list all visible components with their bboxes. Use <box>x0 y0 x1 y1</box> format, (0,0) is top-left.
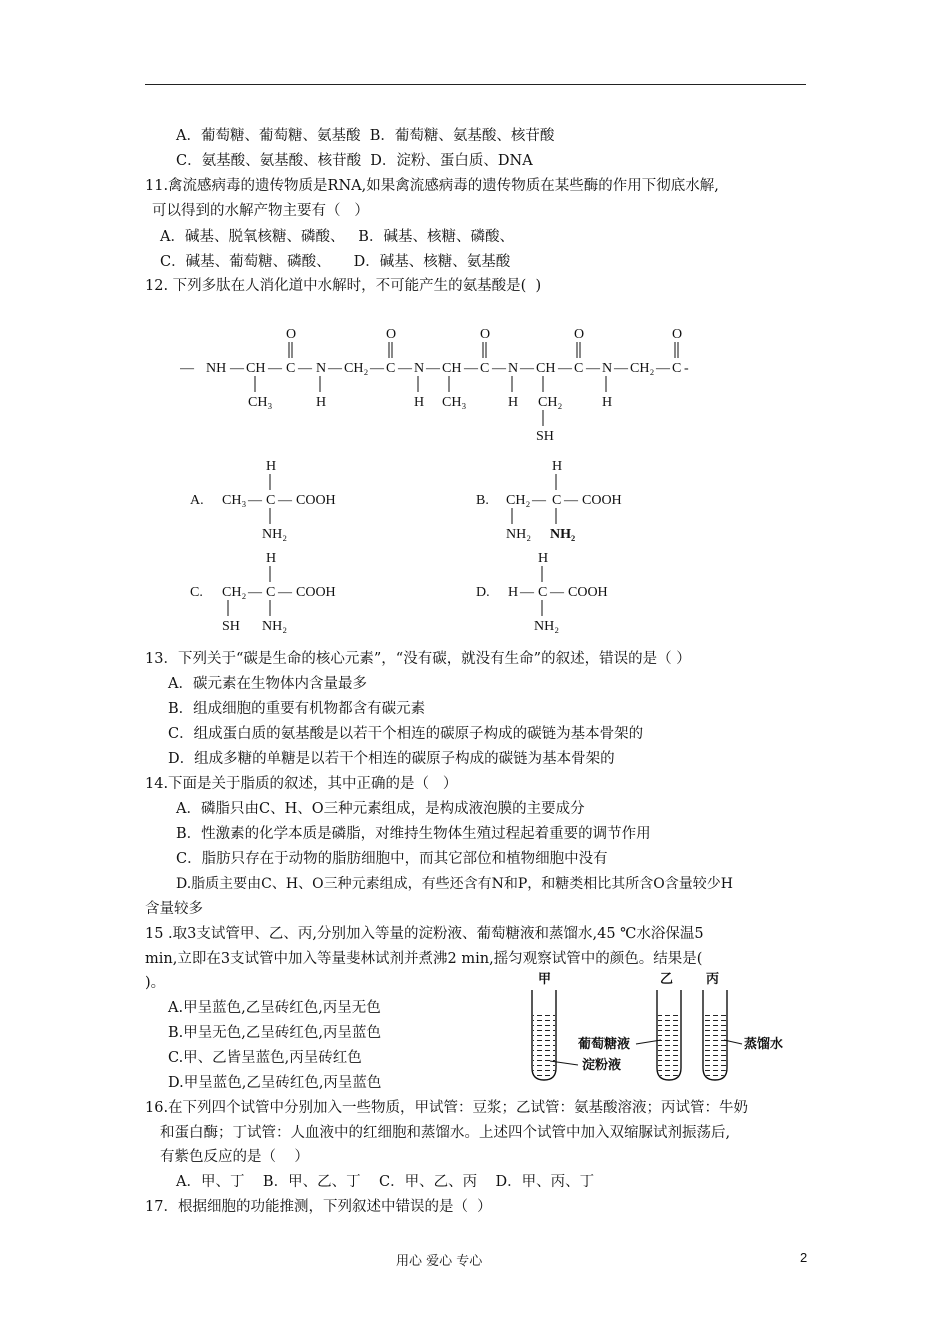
peptide-n-2: N <box>414 361 425 376</box>
svg-text:—: — <box>248 585 262 600</box>
option-c-sh: SH <box>222 619 240 634</box>
peptide-ch3-1: CH₃ <box>248 395 273 410</box>
peptide-nh: NH <box>206 361 227 376</box>
q11-stem-line1: 11.禽流感病毒的遗传物质是RNA,如果禽流感病毒的遗传物质在某些酶的作用下彻底水解, <box>145 178 719 194</box>
svg-text:—: — <box>180 361 194 376</box>
peptide-ch3-2: CH₃ <box>442 395 467 410</box>
q10-options-ab: A．葡萄糖、葡萄糖、氨基酸 B．葡萄糖、氨基酸、核苷酸 <box>176 128 555 144</box>
peptide-c-5: C <box>672 361 682 376</box>
q13-stem: 13．下列关于“碳是生命的核心元素”，“没有碳，就没有生命”的叙述，错误的是（ ） <box>145 651 691 667</box>
peptide-n-3: N <box>508 361 519 376</box>
svg-text:—: — <box>398 361 412 376</box>
svg-text:—: — <box>520 585 534 600</box>
svg-text:—: — <box>426 361 440 376</box>
peptide-ch2-side: CH₂ <box>538 395 563 410</box>
q12-options-cd <box>186 546 646 636</box>
q14-option-a: A．磷脂只由C、H、O三种元素组成，是构成液泡膜的主要成分 <box>176 801 585 817</box>
svg-text:-: - <box>684 361 689 376</box>
svg-text:—: — <box>370 361 384 376</box>
peptide-ch-2: CH <box>442 361 462 376</box>
peptide-c-3: C <box>480 361 490 376</box>
svg-text:—: — <box>532 493 546 508</box>
q15-option-d: D.甲呈蓝色,乙呈砖红色,丙呈蓝色 <box>168 1075 382 1091</box>
tube-yi <box>657 990 681 1080</box>
tube-jia <box>532 990 556 1080</box>
tube-bing <box>703 990 727 1080</box>
q13-option-b: B．组成细胞的重要有机物都含有碳元素 <box>168 701 426 717</box>
test-tube-figure <box>520 968 810 1086</box>
option-c-ch2: CH₂ <box>222 585 247 600</box>
option-b-c: C <box>552 493 562 508</box>
option-d-h-top: H <box>538 551 549 566</box>
option-b-ch2: CH₂ <box>506 493 531 508</box>
peptide-h-3: H <box>508 395 519 410</box>
svg-text:—: — <box>558 361 572 376</box>
peptide-o-1: O <box>286 327 297 342</box>
q11-options-cd: C．碱基、葡萄糖、磷酸、 D．碱基、核糖、氨基酸 <box>160 254 511 270</box>
q16-stem-line3: 有紫色反应的是（ ） <box>160 1149 309 1165</box>
peptide-h-1: H <box>316 395 327 410</box>
option-c-h: H <box>266 551 277 566</box>
q15-option-c: C.甲、乙皆呈蓝色,丙呈砖红色 <box>168 1050 362 1066</box>
peptide-n-1: N <box>316 361 327 376</box>
q14-stem: 14.下面是关于脂质的叙述，其中正确的是（ ） <box>145 776 458 792</box>
svg-text:—: — <box>278 585 292 600</box>
q13-option-d: D．组成多糖的单糖是以若干个相连的碳原子构成的碳链为基本骨架的 <box>168 751 615 767</box>
peptide-h-2: H <box>414 395 425 410</box>
q16-stem-line2: 和蛋白酶；丁试管：人血液中的红细胞和蒸馏水。上述四个试管中加入双缩脲试剂振荡后, <box>160 1125 731 1141</box>
svg-text:—: — <box>520 361 534 376</box>
option-a-c: C <box>266 493 276 508</box>
option-a-label: A. <box>190 493 204 508</box>
q10-options-cd: C．氨基酸、氨基酸、核苷酸 D．淀粉、蛋白质、DNA <box>176 153 533 169</box>
footer-motto: 用心 爱心 专心 <box>396 1254 483 1269</box>
svg-text:—: — <box>298 361 312 376</box>
svg-text:—: — <box>656 361 670 376</box>
q15-option-b: B.甲呈无色,乙呈砖红色,丙呈蓝色 <box>168 1025 381 1041</box>
svg-text:—: — <box>492 361 506 376</box>
q16-options: A．甲、丁 B．甲、乙、丁 C．甲、乙、丙 D．甲、丙、丁 <box>176 1174 595 1190</box>
option-d-nh2: NH₂ <box>534 619 560 634</box>
q13-option-c: C．组成蛋白质的氨基酸是以若干个相连的碳原子构成的碳链为基本骨架的 <box>168 726 644 742</box>
peptide-ch2-2: CH₂ <box>630 361 655 376</box>
peptide-o-5: O <box>672 327 683 342</box>
svg-text:—: — <box>328 361 342 376</box>
q15-option-a: A.甲呈蓝色,乙呈砖红色,丙呈无色 <box>168 1000 381 1016</box>
option-b-label: B. <box>476 493 489 508</box>
label-water: 蒸馏水 <box>744 1036 784 1051</box>
svg-text:—: — <box>268 361 282 376</box>
peptide-n-4: N <box>602 361 613 376</box>
option-c-nh2: NH₂ <box>262 619 288 634</box>
q17-stem: 17．根据细胞的功能推测，下列叙述中错误的是（ ） <box>145 1199 492 1215</box>
option-b-cooh: COOH <box>582 493 622 508</box>
peptide-c-1: C <box>286 361 296 376</box>
svg-text:—: — <box>586 361 600 376</box>
peptide-ch-3: CH <box>536 361 556 376</box>
tube-label-jia: 甲 <box>538 971 552 986</box>
page-number: 2 <box>800 1250 808 1265</box>
svg-text:—: — <box>614 361 628 376</box>
option-a-h: H <box>266 459 277 474</box>
peptide-sh: SH <box>536 429 554 444</box>
option-b-nh2-2: NH₂ <box>550 527 576 542</box>
option-a-cooh: COOH <box>296 493 336 508</box>
peptide-ch-1: CH <box>246 361 266 376</box>
label-starch: 淀粉液 <box>582 1057 622 1072</box>
q15-stem-line1: 15 .取3支试管甲、乙、丙,分别加入等量的淀粉液、葡萄糖液和蒸馏水,45 ℃水浴保温5 <box>145 926 704 942</box>
q12-options-ab <box>186 456 646 546</box>
header-rule <box>145 84 806 85</box>
peptide-o-3: O <box>480 327 491 342</box>
q13-option-a: A．碳元素在生物体内含量最多 <box>168 676 367 692</box>
option-a-ch3: CH₃ <box>222 493 247 508</box>
option-d-h-left: H <box>508 585 519 600</box>
q16-stem-line1: 16.在下列四个试管中分别加入一些物质，甲试管：豆浆；乙试管：氨基酸溶液；丙试管：牛奶 <box>145 1100 749 1116</box>
option-d-cooh: COOH <box>568 585 608 600</box>
option-a-nh2: NH₂ <box>262 527 288 542</box>
svg-text:—: — <box>230 361 244 376</box>
tube-label-yi: 乙 <box>660 971 674 986</box>
option-c-label: C. <box>190 585 203 600</box>
peptide-ch2-1: CH₂ <box>344 361 369 376</box>
q14-option-d-line2: 含量较多 <box>145 901 203 917</box>
svg-text:—: — <box>248 493 262 508</box>
option-c-c: C <box>266 585 276 600</box>
peptide-c-2: C <box>386 361 396 376</box>
peptide-c-4: C <box>574 361 584 376</box>
q15-stem-line2: min,立即在3支试管中加入等量斐林试剂并煮沸2 min,摇匀观察试管中的颜色。结果是( <box>145 951 703 967</box>
option-d-c: C <box>538 585 548 600</box>
svg-text:—: — <box>464 361 478 376</box>
option-c-cooh: COOH <box>296 585 336 600</box>
option-d-label: D. <box>476 585 490 600</box>
q12-peptide-structure <box>180 318 720 448</box>
tube-label-bing: 丙 <box>706 971 720 986</box>
option-b-h: H <box>552 459 563 474</box>
peptide-o-2: O <box>386 327 397 342</box>
q15-stem-line3: )。 <box>145 975 166 991</box>
label-glucose: 葡萄糖液 <box>578 1036 631 1051</box>
q14-option-b: B．性激素的化学本质是磷脂，对维持生物体生殖过程起着重要的调节作用 <box>176 826 651 842</box>
q11-stem-line2: 可以得到的水解产物主要有（ ） <box>152 203 369 219</box>
q11-options-ab: A．碱基、脱氧核糖、磷酸、 B．碱基、核糖、磷酸、 <box>160 229 514 245</box>
svg-text:—: — <box>564 493 578 508</box>
svg-text:—: — <box>550 585 564 600</box>
q14-option-d-line1: D.脂质主要由C、H、O三种元素组成，有些还含有N和P，和糖类相比其所含O含量较少H <box>176 876 733 892</box>
svg-text:—: — <box>278 493 292 508</box>
option-b-nh2-1: NH₂ <box>506 527 532 542</box>
peptide-o-4: O <box>574 327 585 342</box>
peptide-h-4: H <box>602 395 613 410</box>
q12-stem: 12. 下列多肽在人消化道中水解时，不可能产生的氨基酸是( ) <box>145 278 542 294</box>
q14-option-c: C．脂肪只存在于动物的脂肪细胞中，而其它部位和植物细胞中没有 <box>176 851 608 867</box>
